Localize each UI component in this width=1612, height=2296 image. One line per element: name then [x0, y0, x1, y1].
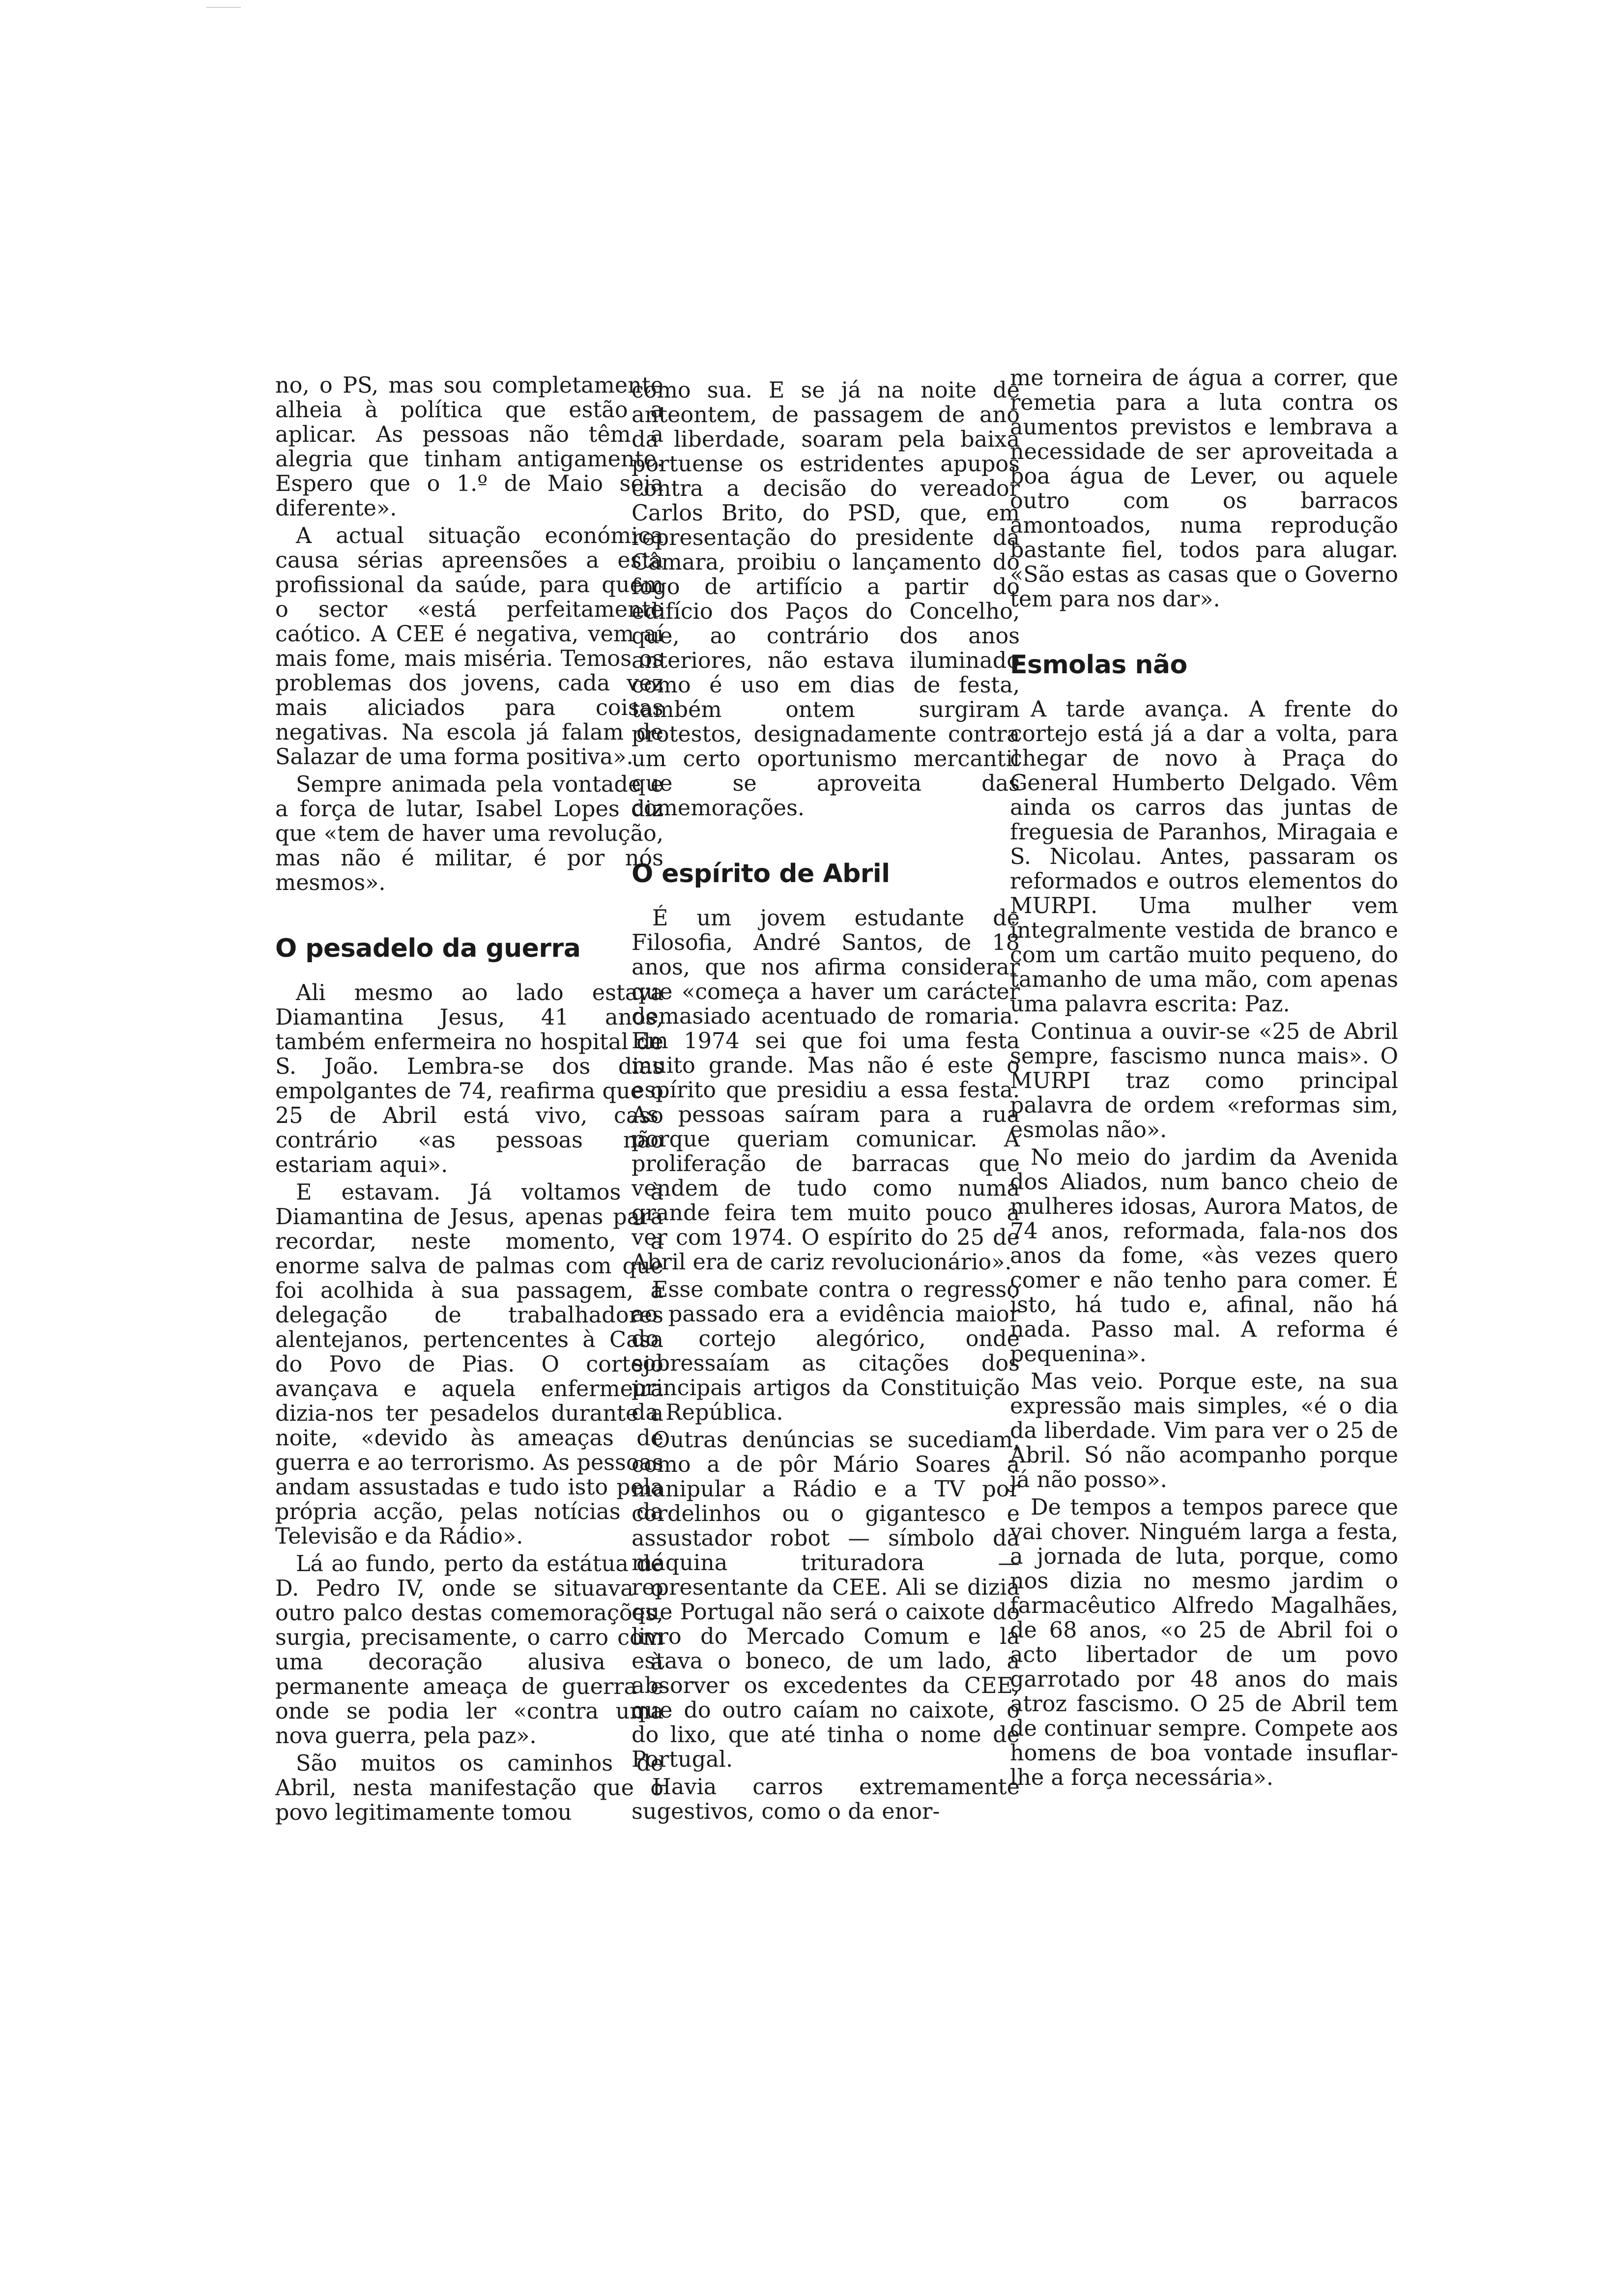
article-paragraph: No meio do jardim da Avenida dos Aliados, num banco cheio de mulheres idosas, Aurora Matos, de 74 anos, reformada, fala-nos dos anos da fome, «às vezes quero comer e não tenho para comer. É isto, há tudo e, afinal, não há nada. Passo mal. A reforma é pequenina». [1010, 1145, 1398, 1367]
article-paragraph: no, o PS, mas sou completamente alheia à política que estão a aplicar. As pessoas não têm a alegria que tinham antigamente. Espero que o 1.º de Maio seja diferente». [275, 373, 663, 521]
article-paragraph: Esse combate contra o regresso ao passado era a evidência maior do cortejo alegórico, onde sobressaíam as citações dos principais artigos da Constituição da República. [632, 1277, 1020, 1425]
article-paragraph: São muitos os caminhos de Abril, nesta manifestação que o povo legitimamente tomou [275, 1751, 663, 1825]
article-column-1 [275, 373, 663, 1828]
article-paragraph: E estavam. Já voltamos à Diamantina de Jesus, apenas para recordar, neste momento, a enorme salva de palmas com que foi acolhida à sua passagem, a delegação de trabalhadores alentejanos, pertencentes à Casa do Povo de Pias. O cortejo avançava e aquela enfermeira dizia-nos ter pesadelos durante a noite, «devido às ameaças de guerra e ao terrorismo. As pessoas andam assustadas e tudo isto pela própria acção, pelas notícias da Televisão e da Rádio». [275, 1180, 663, 1549]
article-paragraph: É um jovem estudante de Filosofia, André Santos, de 18 anos, que nos afirma considerar que «começa a haver um carácter demasiado acentuado de romaria. Em 1974 sei que foi uma festa muito grande. Mas não é este o espírito que presidiu a essa festa. As pessoas saíram para a rua porque queriam comunicar. A proliferação de barracas que vendem de tudo como numa grande feira tem muito pouco a ver com 1974. O espírito do 25 de Abril era de cariz revolucionário». [632, 906, 1020, 1275]
article-paragraph: A tarde avança. A frente do cortejo está já a dar a volta, para chegar de novo à Praça do General Humberto Delgado. Vêm ainda os carros das juntas de freguesia de Paranhos, Miragaia e S. Nicolau. Antes, passaram os reformados e outros elementos do MURPI. Uma mulher vem integralmente vestida de branco e com um cartão muito pequeno, do tamanho de uma mão, com apenas uma palavra escrita: Paz. [1010, 697, 1398, 1017]
article-paragraph: Mas veio. Porque este, na sua expressão mais simples, «é o dia da liberdade. Vim para ver o 25 de Abril. Só não acompanho porque já não posso». [1010, 1369, 1398, 1492]
article-paragraph: me torneira de água a correr, que remetia para a luta contra os aumentos previstos e lembrava a necessidade de ser aproveitada a boa água de Lever, ou aquele outro com os barracos amontoados, numa reprodução bastante fiel, todos para alugar. «São estas as casas que o Governo tem para nos dar». [1010, 366, 1398, 612]
section-heading: O pesadelo da guerra [275, 934, 581, 963]
article-paragraph: Continua a ouvir-se «25 de Abril sempre, fascismo nunca mais». O MURPI traz como principal palavra de ordem «reformas sim, esmolas não». [1010, 1019, 1398, 1143]
article-paragraph: Lá ao fundo, perto da estátua de D. Pedro IV, onde se situava o outro palco destas comemorações, surgia, precisamente, o carro com uma decoração alusiva à permanente ameaça de guerra e onde se podia ler «contra uma nova guerra, pela paz». [275, 1551, 663, 1749]
scan-artifact [206, 7, 241, 8]
article-column-2 [632, 378, 1020, 1827]
article-paragraph: A actual situação económica causa sérias apreensões a esta profissional da saúde, para quem o sector «está perfeitamente caótico. A CEE é negativa, vem aí mais fome, mais miséria. Temos os problemas dos jovens, cada vez mais aliciados para coisas negativas. Na escola já falam de Salazar de uma forma positiva». [275, 523, 663, 770]
article-paragraph: como sua. E se já na noite de anteontem, de passagem de ano da liberdade, soaram pela baixa portuense os estridentes apupos contra a decisão do vereador Carlos Brito, do PSD, que, em representação do presidente da Câmara, proibiu o lançamento do fogo de artifício a partir do edifício dos Paços do Concelho, que, ao contrário dos anos anteriores, não estava iluminado como é uso em dias de festa, também ontem surgiram protestos, designadamente contra um certo oportunismo mercantil que se aproveita das comemorações. [632, 378, 1020, 821]
section-heading: O espírito de Abril [632, 859, 890, 889]
article-paragraph: Ali mesmo ao lado estava Diamantina Jesus, 41 anos, também enfermeira no hospital de S. João. Lembra-se dos dias empolgantes de 74, reafirma que o 25 de Abril está vivo, caso contrário «as pessoas não estariam aqui». [275, 980, 663, 1177]
article-column-3 [1010, 366, 1398, 1793]
article-paragraph: De tempos a tempos parece que vai chover. Ninguém larga a festa, a jornada de luta, porque, como nos dizia no mesmo jardim o farmacêutico Alfredo Magalhães, de 68 anos, «o 25 de Abril foi o acto libertador de um povo garrotado por 48 anos do mais atroz fascismo. O 25 de Abril tem de continuar sempre. Compete aos homens de boa vontade insuflar-lhe a força necessária». [1010, 1495, 1398, 1790]
article-paragraph: Sempre animada pela vontade e a força de lutar, Isabel Lopes diz que «tem de haver uma revolução, mas não é militar, é por nós mesmos». [275, 772, 663, 895]
article-paragraph: Havia carros extremamente sugestivos, como o da enor- [632, 1775, 1020, 1824]
section-heading: Esmolas não [1010, 650, 1187, 680]
article-paragraph: Outras denúncias se sucediam, como a de pôr Mário Soares a manipular a Rádio e a TV por cordelinhos ou o gigantesco e assustador robot — símbolo da máquina trituradora — representante da CEE. Ali se dizia que Portugal não será o caixote do livro do Mercado Comum e lá estava o boneco, de um lado, a absorver os excedentes da CEE, que do outro caíam no caixote, o do lixo, que até tinha o nome de Portugal. [632, 1428, 1020, 1772]
